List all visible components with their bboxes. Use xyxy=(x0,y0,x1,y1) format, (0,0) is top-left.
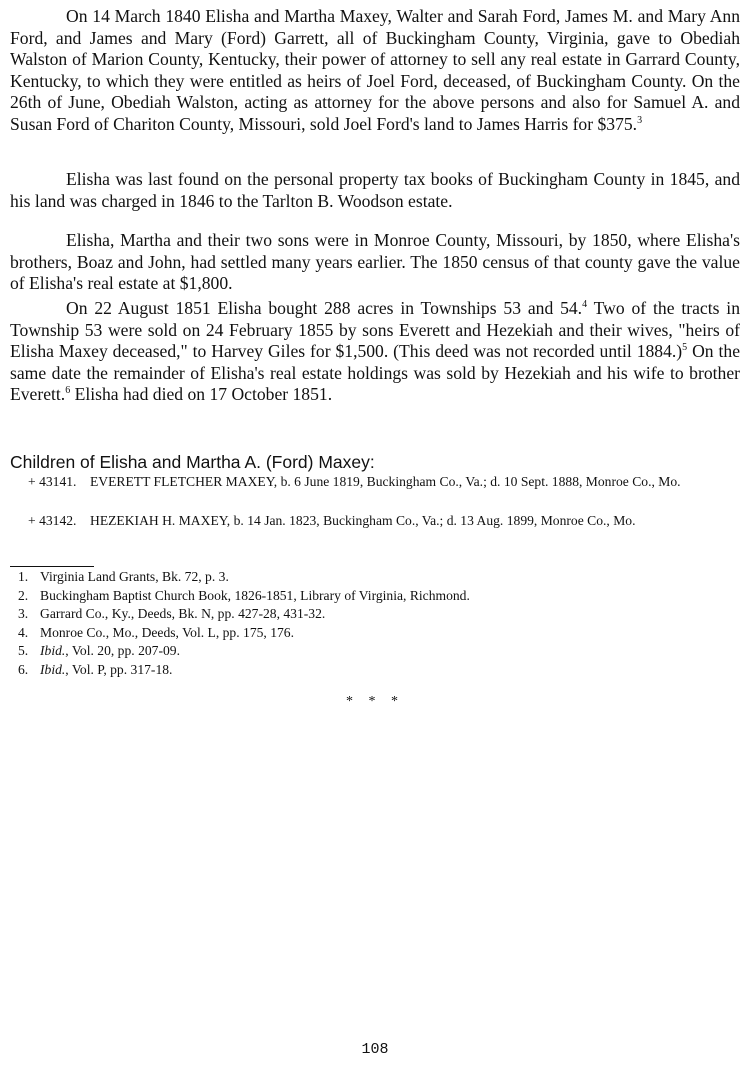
paragraph-text: On the same date the remainder of Elisha's real estate holdings was sold by Hezekiah and his wife to brother Everett. xyxy=(10,341,740,404)
footnote-divider xyxy=(10,566,94,567)
footnote-number: 1. xyxy=(18,569,29,584)
child-text: HEZEKIAH H. MAXEY, b. 14 Jan. 1823, Buckingham Co., Va.; d. 13 Aug. 1899, Monroe Co., Mo. xyxy=(90,513,636,528)
paragraph-power-of-attorney xyxy=(10,6,740,135)
paragraph-text: Elisha, Martha and their two sons were in Monroe County, Missouri, by 1850, where Elisha's brothers, Boaz and John, had settled many years earlier. The 1850 census of that county gave the value of Elisha's real estate at $1,800. xyxy=(10,230,740,293)
footnote-text: Garrard Co., Ky., Deeds, Bk. N, pp. 427-28, 431-32. xyxy=(40,606,326,621)
footnote-number: 3. xyxy=(18,606,29,621)
child-number: + 43142. xyxy=(28,513,77,528)
footnote-number: 4. xyxy=(18,624,29,640)
child-entry xyxy=(28,512,740,531)
footnote-number: 6. xyxy=(18,661,29,677)
children-heading: Children of Elisha and Martha A. (Ford) Maxey: xyxy=(10,452,375,472)
paragraph-text: On 22 August 1851 Elisha bought 288 acres in Townships 53 and 54. xyxy=(66,298,583,318)
child-entry xyxy=(28,473,740,492)
footnote-text: Buckingham Baptist Church Book, 1826-1851, Library of Virginia, Richmond. xyxy=(40,587,470,603)
page-number: 108 xyxy=(361,1041,389,1058)
paragraph-text: Elisha had died on 17 October 1851. xyxy=(70,384,333,404)
footnotes-list xyxy=(18,568,470,679)
footnote xyxy=(18,642,470,661)
footnote-text: , Vol. P, pp. 317-18. xyxy=(65,661,173,677)
footnote xyxy=(18,624,470,643)
footnote-italic: Ibid. xyxy=(40,661,66,677)
footnote xyxy=(18,605,470,624)
footnote-number: 2. xyxy=(18,587,29,603)
footnote-number: 5. xyxy=(18,643,29,658)
footnote xyxy=(18,568,470,587)
footnote xyxy=(18,661,470,680)
child-text: EVERETT FLETCHER MAXEY, b. 6 June 1819, Buckingham Co., Va.; d. 10 Sept. 1888, Monroe Co., Mo. xyxy=(90,474,681,489)
footnote-ref: 3 xyxy=(637,114,643,126)
child-number: + 43141. xyxy=(28,474,77,489)
footnote-text: , Vol. 20, pp. 207-09. xyxy=(65,643,180,658)
paragraph-text: Two of the tracts in Township 53 were sold on 24 February 1855 by sons Everett and Hezekiah and their wives, "heirs of Elisha Maxey deceased," to Harvey Giles for $1,500. (This deed was not recorded until 1884.) xyxy=(10,298,740,361)
paragraph-tax-books xyxy=(10,169,740,212)
section-separator: * * * xyxy=(346,694,404,709)
footnote-text: Monroe Co., Mo., Deeds, Vol. L, pp. 175, 176. xyxy=(40,624,294,640)
footnote-italic: Ibid. xyxy=(40,643,66,658)
paragraph-land-purchase xyxy=(10,298,740,406)
footnote xyxy=(18,587,470,606)
footnote-text: Virginia Land Grants, Bk. 72, p. 3. xyxy=(40,569,229,584)
footnote-ref: 4 xyxy=(582,299,588,311)
footnote-ref: 6 xyxy=(65,385,71,397)
paragraph-text: On 14 March 1840 Elisha and Martha Maxey, Walter and Sarah Ford, James M. and Mary Ann Ford, and James and Mary (Ford) Garrett, all of Buckingham County, Virginia, gave to Obediah Walston of Marion County, Kentucky, their power of attorney to sell any real estate in Garrard County, Kentucky, to which they were entitled as heirs of Joel Ford, deceased, of Buckingham County. On the 26th of June, Obediah Walston, acting as attorney for the above persons and also for Samuel A. and Susan Ford of Chariton County, Missouri, sold Joel Ford's land to James Harris for $375. xyxy=(10,6,740,134)
paragraph-text: Elisha was last found on the personal property tax books of Buckingham County in 1845, and his land was charged in 1846 to the Tarlton B. Woodson estate. xyxy=(10,169,740,211)
footnote-ref: 5 xyxy=(682,342,688,354)
paragraph-monroe-county xyxy=(10,230,740,295)
